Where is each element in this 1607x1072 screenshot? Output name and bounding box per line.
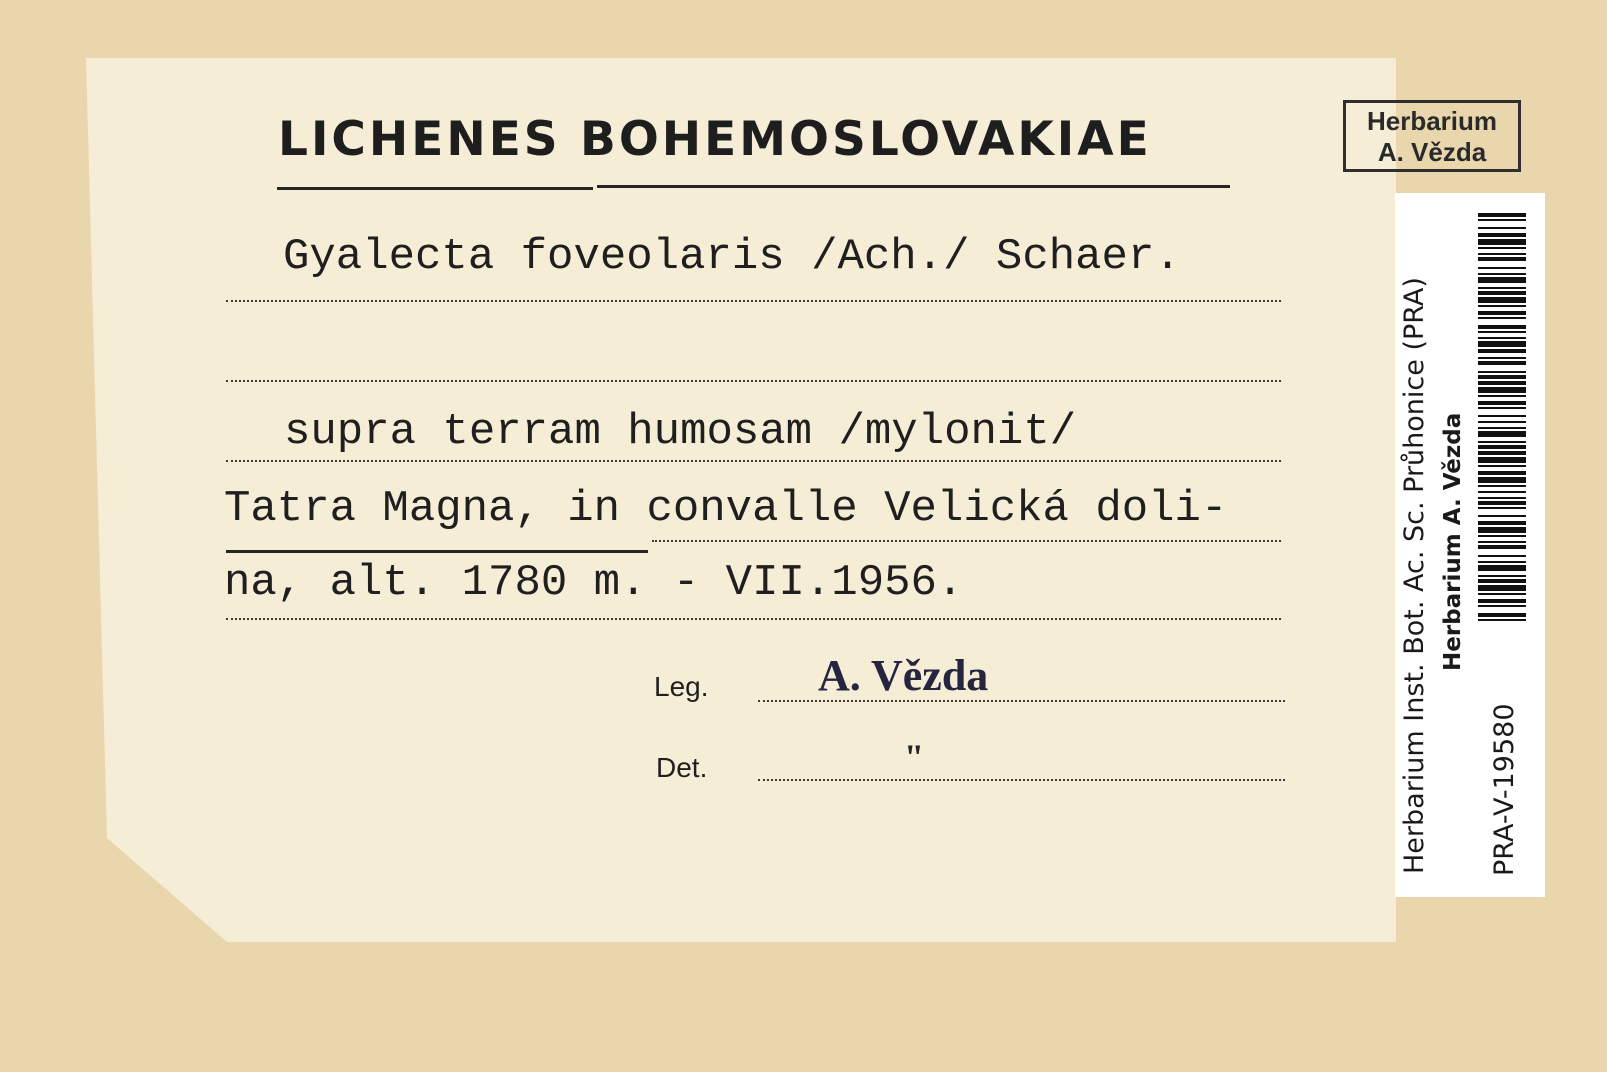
barcode-bar [1478,287,1526,289]
barcode-bar [1478,257,1526,261]
barcode-bar [1478,227,1526,229]
barcode-bar [1478,401,1526,405]
barcode-bar [1478,317,1526,319]
barcode-bar [1478,501,1526,505]
barcode-bar [1478,407,1526,409]
barcode-bar [1478,497,1526,499]
barcode-bar [1478,239,1526,245]
barcode-bar [1478,515,1526,517]
label-title: LICHENES BOHEMOSLOVAKIAE [278,112,1152,167]
barcode-bar [1478,507,1526,509]
stamp-line-1: Herbarium [1366,106,1498,136]
barcode-bar [1478,465,1526,467]
collector-signature: A. Vězda [818,651,989,700]
dotted-line-leg [758,700,1285,702]
dotted-line-det [758,779,1285,781]
barcode-bar [1478,291,1526,295]
barcode-bar [1478,395,1526,397]
barcode-bar [1478,361,1526,365]
title-underline [277,187,593,190]
locality-underline [226,550,648,553]
dotted-line-blank [226,380,1281,382]
barcode-bar [1478,619,1526,621]
determiner-ditto: " [904,737,924,777]
barcode-bar [1478,341,1526,347]
barcode-bar [1478,599,1526,603]
barcode-bar [1478,273,1526,275]
barcode-bar [1478,471,1526,475]
barcode-bar [1478,371,1526,373]
barcode-bar [1478,277,1526,283]
barcode-bar [1478,485,1526,487]
barcode-image [1478,213,1526,625]
barcode-bar [1478,541,1526,543]
barcode-bar [1478,441,1526,443]
barcode-bar [1478,555,1526,557]
barcode-bar [1478,381,1526,385]
barcode-bar [1478,593,1526,595]
barcode-bar [1478,325,1526,329]
barcode-bar [1478,527,1526,533]
catalog-number: PRA-V-19580 [1489,703,1520,876]
barcode-bar [1478,613,1526,617]
barcode-bar [1478,233,1526,237]
barcode-bar [1478,357,1526,359]
taxon-name: Gyalecta foveolaris /Ach./ Schaer. [283,232,1181,282]
barcode-bar [1478,451,1526,455]
collection-text: Herbarium A. Vězda [1440,412,1466,671]
barcode-bar [1478,311,1526,315]
dotted-line-substrate [226,460,1281,462]
locality-line-1: Tatra Magna, in convalle Velická doli- [224,484,1228,534]
barcode-bar [1478,535,1526,537]
barcode-bar [1478,605,1526,607]
dotted-line-locality-2 [226,618,1281,620]
barcode-bar [1478,575,1526,577]
barcode-bar [1478,213,1526,217]
barcode-bar [1478,421,1526,423]
barcode-bar [1478,477,1526,483]
barcode-bar [1478,375,1526,379]
barcode-bar [1478,431,1526,437]
barcode-bar [1478,219,1526,221]
herbarium-stamp [1343,100,1521,172]
barcode-bar [1478,415,1526,417]
locality-line-2: na, alt. 1780 m. - VII.1956. [224,558,964,608]
barcode-bar [1478,247,1526,249]
barcode-bar [1478,445,1526,449]
substrate-text: supra terram humosam /mylonit/ [284,407,1077,457]
dotted-line-taxon [226,300,1281,302]
barcode-bar [1478,387,1526,393]
stamp-line-2: A. Vězda [1377,137,1487,167]
barcode-bar [1478,349,1526,353]
barcode-bar [1478,267,1526,269]
barcode-bar [1478,337,1526,339]
leg-label: Leg. [654,671,709,702]
barcode-bar [1478,565,1526,571]
institution-text: Herbarium Inst. Bot. Ac. Sc. Průhonice (PRA) [1399,277,1430,874]
barcode-bar [1478,579,1526,583]
barcode-bar [1478,305,1526,307]
barcode-bar [1478,521,1526,525]
barcode-bar [1478,545,1526,549]
dotted-line-locality-1 [652,540,1281,542]
barcode-bar [1478,427,1526,429]
barcode-bar [1478,561,1526,563]
barcode-bar [1478,491,1526,493]
barcode-bar [1478,253,1526,255]
barcode-bar [1478,297,1526,303]
barcode-bar [1478,331,1526,333]
barcode-bar [1478,585,1526,591]
barcode-bar [1478,457,1526,463]
title-underline-right [597,185,1230,188]
det-label: Det. [656,752,708,783]
